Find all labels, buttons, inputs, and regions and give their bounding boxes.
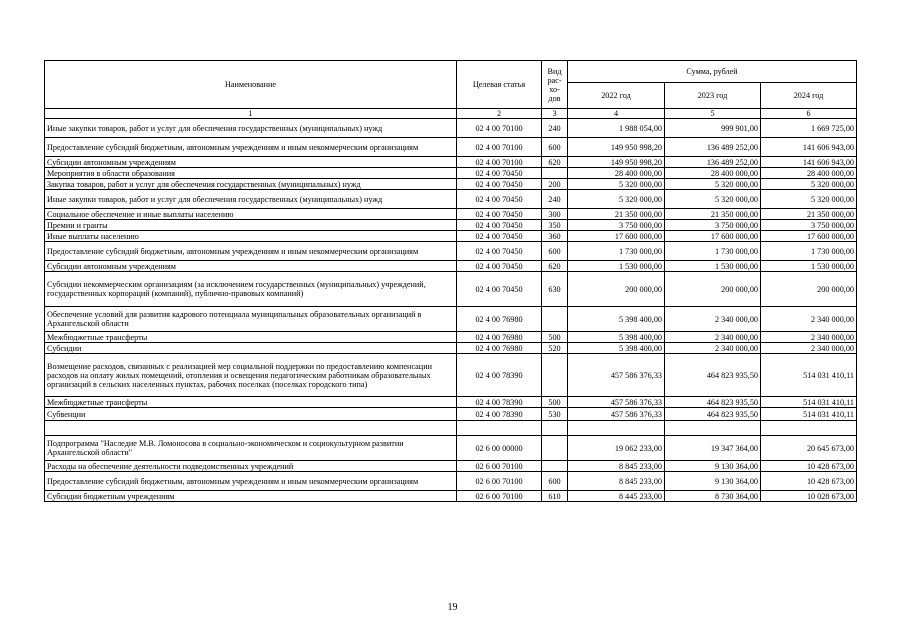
row-name: Субсидии — [45, 343, 457, 354]
row-target-code: 02 4 00 70450 — [457, 231, 542, 242]
row-sum-2023: 464 823 935,50 — [665, 397, 761, 408]
row-sum-2024: 141 606 943,00 — [761, 138, 857, 157]
row-sum-2024: 1 730 000,00 — [761, 242, 857, 261]
table-row — [45, 190, 857, 209]
row-target-code: 02 6 00 70100 — [457, 461, 542, 472]
table-row — [45, 491, 857, 502]
table-row — [45, 272, 857, 307]
row-sum-2024: 141 606 943,00 — [761, 157, 857, 168]
column-number: 3 — [542, 109, 568, 119]
row-sum-2023: 28 400 000,00 — [665, 168, 761, 179]
table-row — [45, 242, 857, 261]
column-number: 5 — [665, 109, 761, 119]
row-expense-type: 610 — [542, 491, 568, 502]
row-expense-type: 240 — [542, 190, 568, 209]
header-target: Целевая статья — [457, 61, 542, 109]
row-target-code: 02 4 00 70450 — [457, 179, 542, 190]
row-sum-2023: 464 823 935,50 — [665, 408, 761, 421]
row-target-code: 02 4 00 78390 — [457, 397, 542, 408]
row-sum-2022: 5 320 000,00 — [568, 190, 665, 209]
row-name: Иные закупки товаров, работ и услуг для обеспечения государственных (муниципальных) нужд — [45, 190, 457, 209]
table-row — [45, 397, 857, 408]
row-expense-type: 520 — [542, 343, 568, 354]
row-sum-2024: 514 031 410,11 — [761, 354, 857, 397]
row-expense-type: 200 — [542, 179, 568, 190]
row-sum-2023 — [665, 421, 761, 436]
row-sum-2022: 5 398 400,00 — [568, 343, 665, 354]
row-expense-type — [542, 421, 568, 436]
row-target-code: 02 4 00 76980 — [457, 332, 542, 343]
row-sum-2022: 1 730 000,00 — [568, 242, 665, 261]
row-expense-type: 600 — [542, 242, 568, 261]
row-expense-type: 630 — [542, 272, 568, 307]
table-row — [45, 408, 857, 421]
row-sum-2024: 2 340 000,00 — [761, 343, 857, 354]
column-number: 1 — [45, 109, 457, 119]
row-target-code: 02 6 00 70100 — [457, 472, 542, 491]
row-sum-2023: 19 347 364,00 — [665, 436, 761, 461]
row-sum-2024: 1 530 000,00 — [761, 261, 857, 272]
row-sum-2024: 2 340 000,00 — [761, 307, 857, 332]
row-sum-2022: 8 845 233,00 — [568, 461, 665, 472]
row-target-code: 02 4 00 70450 — [457, 190, 542, 209]
row-expense-type: 350 — [542, 220, 568, 231]
row-sum-2024: 514 031 410,11 — [761, 397, 857, 408]
row-sum-2022: 1 988 054,00 — [568, 119, 665, 138]
row-target-code: 02 4 00 70450 — [457, 272, 542, 307]
table-row — [45, 119, 857, 138]
row-name — [45, 421, 457, 436]
table-row — [45, 231, 857, 242]
row-target-code: 02 4 00 70450 — [457, 242, 542, 261]
row-sum-2023: 2 340 000,00 — [665, 343, 761, 354]
row-sum-2023: 1 730 000,00 — [665, 242, 761, 261]
row-target-code: 02 4 00 78390 — [457, 354, 542, 397]
column-number: 6 — [761, 109, 857, 119]
table-row — [45, 343, 857, 354]
row-sum-2022: 457 586 376,33 — [568, 408, 665, 421]
row-name: Иные выплаты населению — [45, 231, 457, 242]
row-sum-2022: 8 445 233,00 — [568, 491, 665, 502]
row-expense-type — [542, 168, 568, 179]
row-name: Межбюджетные трансферты — [45, 397, 457, 408]
row-expense-type: 500 — [542, 332, 568, 343]
row-expense-type: 600 — [542, 138, 568, 157]
column-number: 4 — [568, 109, 665, 119]
row-sum-2023: 8 730 364,00 — [665, 491, 761, 502]
row-sum-2023: 2 340 000,00 — [665, 307, 761, 332]
row-sum-2024 — [761, 421, 857, 436]
row-name: Субсидии некоммерческим организациям (за исключением государственных (муниципальных) учреждений, государственных корпораций (компаний), публично-правовых компаний) — [45, 272, 457, 307]
table-row — [45, 138, 857, 157]
row-sum-2024: 514 031 410,11 — [761, 408, 857, 421]
header-year-2024: 2024 год — [761, 83, 857, 109]
row-sum-2024: 1 669 725,00 — [761, 119, 857, 138]
row-sum-2024: 5 320 000,00 — [761, 179, 857, 190]
header-year-2023: 2023 год — [665, 83, 761, 109]
row-sum-2022: 200 000,00 — [568, 272, 665, 307]
row-expense-type: 530 — [542, 408, 568, 421]
row-name: Субсидии автономным учреждениям — [45, 261, 457, 272]
row-expense-type: 360 — [542, 231, 568, 242]
row-sum-2024: 10 428 673,00 — [761, 472, 857, 491]
row-name: Субсидии автономным учреждениям — [45, 157, 457, 168]
row-sum-2022: 149 950 998,20 — [568, 157, 665, 168]
row-sum-2022: 149 950 998,20 — [568, 138, 665, 157]
row-name: Иные закупки товаров, работ и услуг для обеспечения государственных (муниципальных) нужд — [45, 119, 457, 138]
row-sum-2023: 21 350 000,00 — [665, 209, 761, 220]
row-sum-2022: 19 062 233,00 — [568, 436, 665, 461]
row-name: Закупка товаров, работ и услуг для обеспечения государственных (муниципальных) нужд — [45, 179, 457, 190]
row-name: Мероприятия в области образования — [45, 168, 457, 179]
table-row — [45, 421, 857, 436]
row-name: Предоставление субсидий бюджетным, автономным учреждениям и иным некоммерческим организациям — [45, 472, 457, 491]
row-target-code — [457, 421, 542, 436]
header-sum: Сумма, рублей — [568, 61, 857, 83]
row-sum-2024: 200 000,00 — [761, 272, 857, 307]
header-vid: Вид рас-хо-дов — [542, 61, 568, 109]
row-sum-2022: 1 530 000,00 — [568, 261, 665, 272]
table-row — [45, 179, 857, 190]
row-sum-2022: 457 586 376,33 — [568, 354, 665, 397]
row-target-code: 02 6 00 00000 — [457, 436, 542, 461]
table-row — [45, 209, 857, 220]
row-sum-2023: 1 530 000,00 — [665, 261, 761, 272]
row-target-code: 02 4 00 76980 — [457, 307, 542, 332]
row-name: Субвенции — [45, 408, 457, 421]
row-target-code: 02 4 00 70450 — [457, 261, 542, 272]
row-sum-2024: 28 400 000,00 — [761, 168, 857, 179]
row-sum-2023: 17 600 000,00 — [665, 231, 761, 242]
row-target-code: 02 4 00 70450 — [457, 168, 542, 179]
row-expense-type: 500 — [542, 397, 568, 408]
row-target-code: 02 4 00 70100 — [457, 138, 542, 157]
row-expense-type: 620 — [542, 261, 568, 272]
row-sum-2024: 3 750 000,00 — [761, 220, 857, 231]
page-number: 19 — [447, 602, 458, 613]
row-sum-2022: 5 398 400,00 — [568, 332, 665, 343]
row-target-code: 02 4 00 78390 — [457, 408, 542, 421]
row-expense-type: 300 — [542, 209, 568, 220]
table-row — [45, 168, 857, 179]
row-sum-2023: 2 340 000,00 — [665, 332, 761, 343]
row-target-code: 02 4 00 76980 — [457, 343, 542, 354]
row-sum-2023: 136 489 252,00 — [665, 138, 761, 157]
table-row — [45, 354, 857, 397]
row-sum-2023: 200 000,00 — [665, 272, 761, 307]
table-row — [45, 461, 857, 472]
row-name: Возмещение расходов, связанных с реализацией мер социальной поддержки по предоставлению компенсации расходов на оплату жилых помещений, отопления и освещения педагогическим работникам образовательных организаций в сельских населенных пунктах, рабочих поселках (поселках городского типа) — [45, 354, 457, 397]
row-sum-2023: 3 750 000,00 — [665, 220, 761, 231]
row-sum-2022: 17 600 000,00 — [568, 231, 665, 242]
row-name: Социальное обеспечение и иные выплаты населению — [45, 209, 457, 220]
table-row — [45, 332, 857, 343]
row-expense-type — [542, 436, 568, 461]
row-sum-2024: 21 350 000,00 — [761, 209, 857, 220]
row-expense-type: 620 — [542, 157, 568, 168]
table-row — [45, 436, 857, 461]
row-sum-2023: 5 320 000,00 — [665, 179, 761, 190]
row-target-code: 02 4 00 70450 — [457, 220, 542, 231]
row-target-code: 02 4 00 70100 — [457, 119, 542, 138]
row-sum-2024: 10 428 673,00 — [761, 461, 857, 472]
row-sum-2024: 17 600 000,00 — [761, 231, 857, 242]
row-name: Подпрограмма "Наследие М.В. Ломоносова в социально-экономическом и социокультурном развитии Архангельской области" — [45, 436, 457, 461]
table-row — [45, 157, 857, 168]
table-row — [45, 220, 857, 231]
row-sum-2022 — [568, 421, 665, 436]
table-row — [45, 472, 857, 491]
row-expense-type: 240 — [542, 119, 568, 138]
row-name: Расходы на обеспечение деятельности подведомственных учреждений — [45, 461, 457, 472]
row-sum-2022: 3 750 000,00 — [568, 220, 665, 231]
row-sum-2023: 5 320 000,00 — [665, 190, 761, 209]
row-target-code: 02 4 00 70100 — [457, 157, 542, 168]
row-expense-type: 600 — [542, 472, 568, 491]
row-sum-2022: 28 400 000,00 — [568, 168, 665, 179]
header-year-2022: 2022 год — [568, 83, 665, 109]
row-sum-2022: 457 586 376,33 — [568, 397, 665, 408]
row-name: Субсидии бюджетным учреждениям — [45, 491, 457, 502]
row-sum-2024: 20 645 673,00 — [761, 436, 857, 461]
row-sum-2024: 10 028 673,00 — [761, 491, 857, 502]
row-name: Предоставление субсидий бюджетным, автономным учреждениям и иным некоммерческим организациям — [45, 242, 457, 261]
row-sum-2024: 2 340 000,00 — [761, 332, 857, 343]
row-target-code: 02 4 00 70450 — [457, 209, 542, 220]
row-expense-type — [542, 354, 568, 397]
budget-table — [44, 60, 857, 502]
row-sum-2022: 8 845 233,00 — [568, 472, 665, 491]
row-sum-2023: 9 130 364,00 — [665, 472, 761, 491]
column-number: 2 — [457, 109, 542, 119]
row-name: Предоставление субсидий бюджетным, автономным учреждениям и иным некоммерческим организациям — [45, 138, 457, 157]
table-row — [45, 261, 857, 272]
row-sum-2022: 5 398 400,00 — [568, 307, 665, 332]
header-name: Наименование — [45, 61, 457, 109]
row-target-code: 02 6 00 70100 — [457, 491, 542, 502]
row-name: Межбюджетные трансферты — [45, 332, 457, 343]
table-row — [45, 307, 857, 332]
row-name: Обеспечение условий для развития кадрового потенциала муниципальных образовательных организаций в Архангельской области — [45, 307, 457, 332]
row-expense-type — [542, 461, 568, 472]
row-name: Премии и гранты — [45, 220, 457, 231]
row-sum-2023: 464 823 935,50 — [665, 354, 761, 397]
column-number-row — [45, 109, 857, 119]
row-sum-2023: 999 901,00 — [665, 119, 761, 138]
row-sum-2024: 5 320 000,00 — [761, 190, 857, 209]
table-body — [45, 119, 857, 502]
row-expense-type — [542, 307, 568, 332]
row-sum-2023: 9 130 364,00 — [665, 461, 761, 472]
row-sum-2022: 5 320 000,00 — [568, 179, 665, 190]
row-sum-2022: 21 350 000,00 — [568, 209, 665, 220]
row-sum-2023: 136 489 252,00 — [665, 157, 761, 168]
